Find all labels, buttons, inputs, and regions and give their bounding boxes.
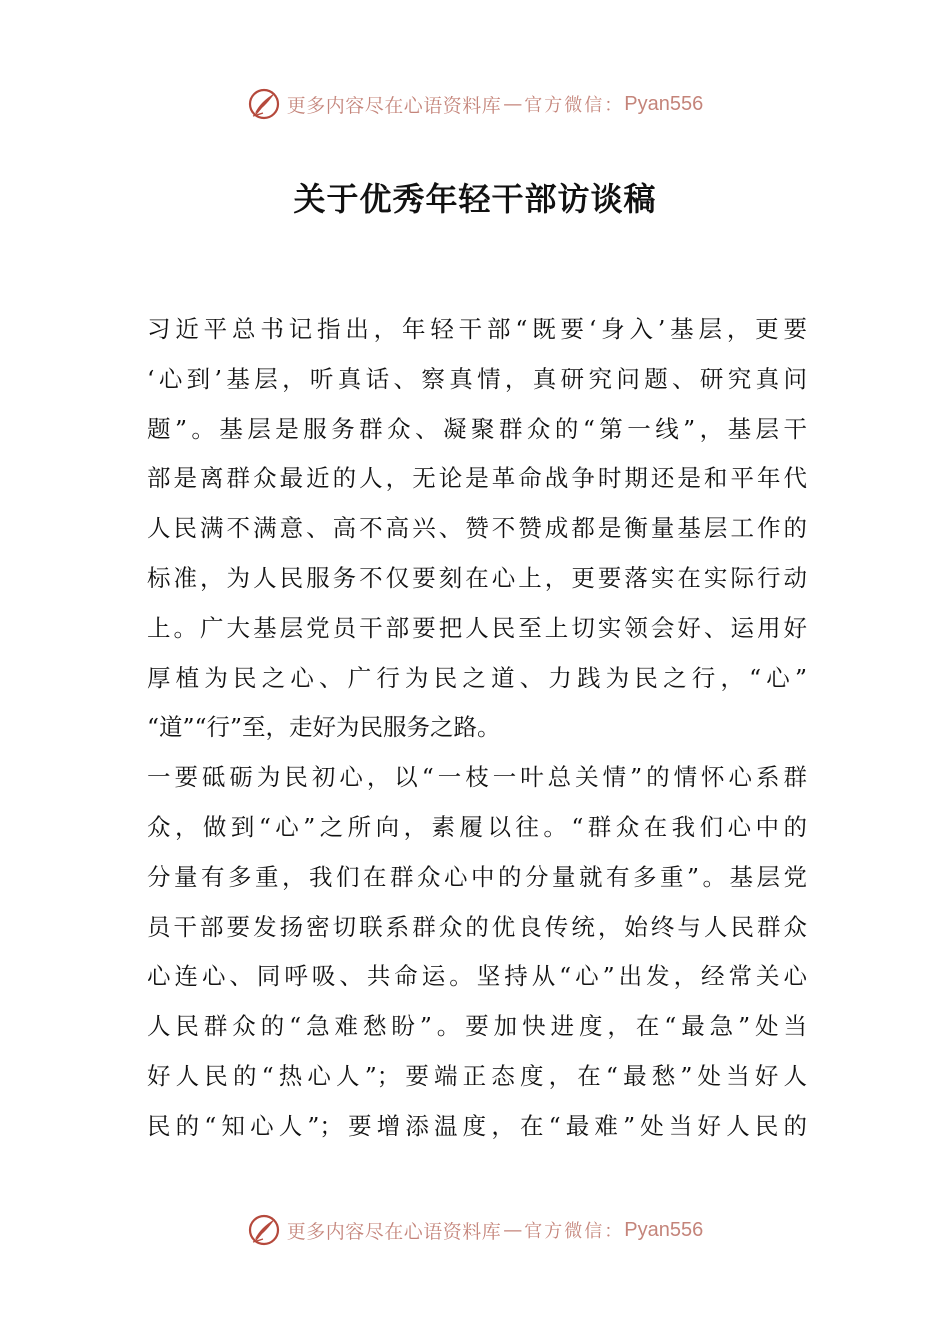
body-line: 题”。基层是服务群众、凝聚群众的“第一线”，基层干 bbox=[147, 414, 807, 443]
watermark-brand-text: 更多内容尽在心语资料库 bbox=[286, 94, 502, 117]
body-line: 上。广大基层党员干部要把人民至上切实领会好、运用好 bbox=[147, 613, 807, 642]
header-watermark bbox=[0, 84, 950, 124]
watermark-wechat-id: Pyan556 bbox=[624, 92, 704, 115]
body-line: 标准，为人民服务不仅要刻在心上，更要落实在实际行动 bbox=[147, 563, 807, 592]
body-line: 员干部要发扬密切联系群众的优良传统，始终与人民群众 bbox=[147, 912, 807, 941]
body-line: 分量有多重，我们在群众心中的分量就有多重”。基层党 bbox=[147, 862, 807, 891]
body-line: 厚植为民之心、广行为民之道、力践为民之行，“心” bbox=[147, 663, 807, 692]
watermark-brand-text: 更多内容尽在心语资料库 bbox=[286, 1220, 502, 1243]
quill-pen-logo-icon bbox=[247, 1213, 281, 1247]
body-line: 部是离群众最近的人，无论是革命战争时期还是和平年代 bbox=[147, 464, 807, 493]
document-title: 关于优秀年轻干部访谈稿 bbox=[293, 180, 657, 218]
body-line: 众，做到“心”之所向，素履以往。“群众在我们心中的 bbox=[147, 812, 807, 841]
body-line: “道”“行”至，走好为民服务之路。 bbox=[147, 713, 501, 742]
watermark-wechat-label: 官方微信： bbox=[524, 1221, 625, 1242]
body-line: 一要砥砺为民初心，以“一枝一叶总关情”的情怀心系群 bbox=[147, 763, 807, 792]
document-body bbox=[147, 305, 807, 1152]
watermark-separator: — bbox=[503, 1219, 523, 1241]
body-line: 人民满不满意、高不高兴、赞不赞成都是衡量基层工作的 bbox=[147, 514, 807, 543]
body-line: 心连心、同呼吸、共命运。坚持从“心”出发，经常关心 bbox=[147, 962, 807, 991]
body-line: ‘心到’基层，听真话、察真情，真研究问题、研究真问 bbox=[147, 364, 807, 393]
watermark-wechat-id: Pyan556 bbox=[624, 1218, 704, 1241]
body-line: 人民群众的“急难愁盼”。要加快进度，在“最急”处当 bbox=[147, 1012, 807, 1041]
body-line: 习近平总书记指出，年轻干部“既要‘身入’基层，更要 bbox=[147, 315, 807, 343]
quill-pen-logo-icon bbox=[247, 87, 281, 121]
body-line: 民的“知心人”；要增添温度，在“最难”处当好人民的 bbox=[147, 1111, 807, 1140]
watermark-separator: — bbox=[503, 93, 523, 115]
footer-watermark bbox=[0, 1210, 950, 1250]
body-line: 好人民的“热心人”；要端正态度，在“最愁”处当好人 bbox=[147, 1061, 807, 1090]
watermark-wechat-label: 官方微信： bbox=[524, 95, 625, 116]
